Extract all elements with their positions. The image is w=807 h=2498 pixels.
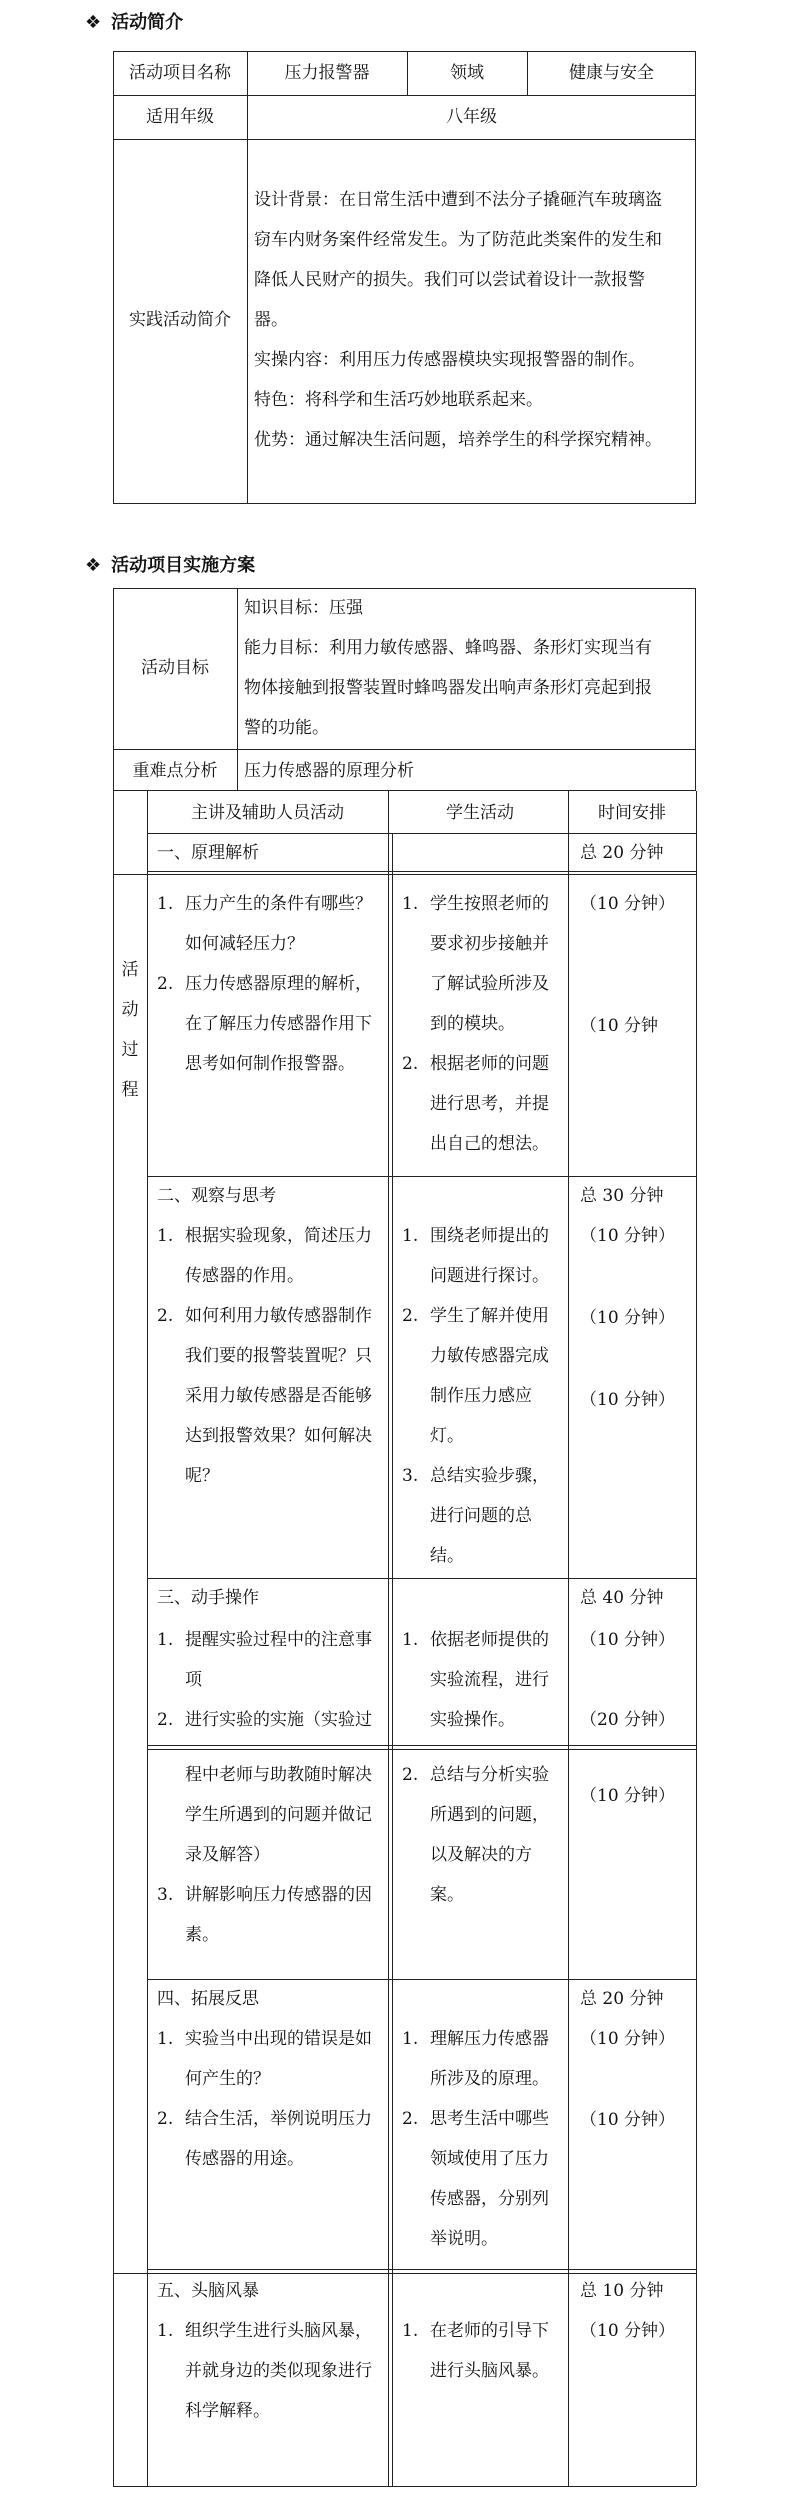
item-text: 总结实验步骤，进行问题的总结。 (430, 1466, 549, 1566)
item-number: 2. (402, 1054, 419, 1074)
time-slot: （10 分钟） (580, 894, 676, 914)
intro-label: 实践活动简介 (129, 310, 231, 330)
item-number: 2. (157, 974, 174, 994)
item-number: 2. (157, 2109, 174, 2129)
section-heading-plan (85, 551, 255, 577)
item-text: 依据老师提供的实验流程，进行实验操作。 (430, 1630, 549, 1730)
student-activities (402, 1755, 562, 1915)
list-item (157, 1216, 383, 1296)
student-activities (402, 884, 562, 1164)
item-number: 2. (157, 1710, 174, 1730)
domain-value: 健康与安全 (569, 63, 654, 83)
item-text: 实验当中出现的错误是如何产生的？ (185, 2029, 372, 2089)
goal-line: 知识目标：压强 (244, 598, 363, 618)
intro-line: 器。 (254, 310, 288, 330)
item-text: 在老师的引导下进行头脑风暴。 (430, 2321, 549, 2381)
phase-title: 四、拓展反思 (157, 1989, 259, 2009)
list-item (157, 2019, 383, 2099)
project-name-label: 活动项目名称 (129, 63, 231, 83)
section-title: 活动简介 (111, 12, 184, 33)
intro-text (254, 180, 694, 460)
list-item (157, 2311, 383, 2431)
list-item (157, 1620, 383, 1700)
item-text: 根据老师的问题进行思考，并提出自己的想法。 (430, 1054, 549, 1154)
col-header-teacher: 主讲及辅助人员活动 (191, 803, 344, 823)
item-text: 结合生活，举例说明压力传感器的用途。 (185, 2109, 372, 2169)
item-number: 2. (402, 1765, 419, 1785)
list-item (402, 1296, 562, 1456)
goal-text (244, 588, 694, 748)
list-item (402, 2099, 562, 2259)
intro-line: 特色：将科学和生活巧妙地联系起来。 (254, 390, 543, 410)
list-item (402, 1044, 562, 1164)
teacher-activities (157, 884, 383, 1084)
intro-line: 设计背景：在日常生活中遭到不法分子撬砸汽车玻璃盗 (254, 190, 662, 210)
list-item (157, 884, 383, 964)
time-slot: （10 分钟） (580, 1390, 676, 1410)
key-points-value: 压力传感器的原理分析 (244, 761, 414, 781)
teacher-activities (157, 2311, 383, 2431)
process-char: 动 (121, 1000, 139, 1020)
item-number: 1. (402, 894, 419, 914)
item-number: 1. (157, 2029, 174, 2049)
phase-title: 三、动手操作 (157, 1588, 259, 1608)
list-item (157, 1755, 383, 1875)
teacher-activities (157, 1216, 383, 1496)
process-label (120, 950, 140, 1110)
project-name-value: 压力报警器 (284, 63, 370, 83)
item-text: 根据实验现象，简述压力传感器的作用。 (185, 1226, 372, 1286)
item-text: 理解压力传感器所涉及的原理。 (430, 2029, 549, 2089)
item-number: 1. (402, 2321, 419, 2341)
domain-label: 领域 (450, 63, 484, 83)
student-activities (402, 2311, 562, 2391)
phase-total-time: 总 20 分钟 (580, 1989, 664, 2009)
item-number: 1. (402, 2029, 419, 2049)
item-number: 1. (402, 1630, 419, 1650)
item-text: 围绕老师提出的问题进行探讨。 (430, 1226, 549, 1286)
intro-line: 优势：通过解决生活问题，培养学生的科学探究精神。 (254, 430, 662, 450)
phase-title: 一、原理解析 (157, 843, 259, 863)
item-number: 1. (157, 1630, 174, 1650)
item-number: 2. (402, 2109, 419, 2129)
goal-line: 能力目标：利用力敏传感器、蜂鸣器、条形灯实现当有 (244, 638, 652, 658)
col-header-time: 时间安排 (598, 803, 666, 823)
intro-line: 实操内容：利用压力传感器模块实现报警器的制作。 (254, 350, 645, 370)
diamond-bullet-icon: ❖ (85, 555, 102, 576)
item-text: 提醒实验过程中的注意事项 (185, 1630, 372, 1690)
item-text: 讲解影响压力传感器的因素。 (185, 1885, 372, 1945)
list-item (402, 1755, 562, 1915)
item-number: 3. (157, 1885, 174, 1905)
item-text: 组织学生进行头脑风暴，并就身边的类似现象进行科学解释。 (185, 2321, 372, 2421)
time-slot: （10 分钟） (580, 1308, 676, 1328)
phase-total-time: 总 20 分钟 (580, 843, 664, 863)
item-number (157, 1755, 185, 1875)
item-text: 学生了解并使用力敏传感器完成制作压力感应灯。 (430, 1306, 549, 1446)
col-header-student: 学生活动 (446, 803, 514, 823)
teacher-activities (157, 2019, 383, 2179)
phase-title: 五、头脑风暴 (157, 2281, 259, 2301)
goal-label: 活动目标 (141, 658, 209, 678)
time-slot: （20 分钟） (580, 1710, 676, 1730)
phase-total-time: 总 40 分钟 (580, 1588, 664, 1608)
item-number: 1. (402, 1226, 419, 1246)
phase-total-time: 总 30 分钟 (580, 1186, 664, 1206)
list-item (157, 1875, 383, 1955)
grade-label: 适用年级 (146, 107, 214, 127)
process-char: 程 (121, 1080, 139, 1100)
list-item (157, 964, 383, 1084)
list-item (402, 1620, 562, 1740)
item-number: 1. (157, 2321, 174, 2341)
item-number: 2. (402, 1306, 419, 1326)
item-number: 3. (402, 1466, 419, 1486)
item-text: 总结与分析实验所遇到的问题，以及解决的方案。 (430, 1765, 549, 1905)
item-number: 1. (157, 1226, 174, 1246)
section-heading-intro (85, 8, 183, 34)
goal-line: 物体接触到报警装置时蜂鸣器发出响声条形灯亮起到报 (244, 678, 652, 698)
item-number: 2. (157, 1306, 174, 1326)
student-activities (402, 2019, 562, 2259)
student-activities (402, 1216, 562, 1576)
item-text: 压力传感器原理的解析，在了解压力传感器作用下思考如何制作报警器。 (185, 974, 372, 1074)
time-slot: （10 分钟） (580, 2110, 676, 2130)
process-char: 活 (121, 960, 139, 980)
phase-total-time: 总 10 分钟 (580, 2281, 664, 2301)
phase-title: 二、观察与思考 (157, 1186, 276, 1206)
section-title: 活动项目实施方案 (111, 555, 256, 576)
list-item (402, 1456, 562, 1576)
list-item (402, 2311, 562, 2391)
process-char: 过 (121, 1040, 139, 1060)
time-slot: （10 分钟） (580, 2029, 676, 2049)
time-slot: （10 分钟） (580, 1630, 676, 1650)
grade-value: 八年级 (446, 107, 497, 127)
list-item (402, 1216, 562, 1296)
intro-line: 降低人民财产的损失。我们可以尝试着设计一款报警 (254, 270, 645, 290)
diamond-bullet-icon: ❖ (85, 12, 102, 33)
list-item (402, 2019, 562, 2099)
intro-line: 窃车内财务案件经常发生。为了防范此类案件的发生和 (254, 230, 662, 250)
item-text: 思考生活中哪些领域使用了压力传感器，分别列举说明。 (430, 2109, 549, 2249)
time-slot: （10 分钟） (580, 1226, 676, 1246)
item-text: 进行实验的实施（实验过 (185, 1710, 372, 1730)
item-text: 学生按照老师的要求初步接触并了解试验所涉及到的模块。 (430, 894, 549, 1034)
list-item (157, 1700, 383, 1740)
item-text: 如何利用力敏传感器制作我们要的报警装置呢？只采用力敏传感器是否能够达到报警效果？如何解决呢？ (185, 1306, 372, 1486)
teacher-activities-continued (157, 1755, 383, 1955)
item-text: 压力产生的条件有哪些？如何减轻压力？ (185, 894, 372, 954)
item-number: 1. (157, 894, 174, 914)
teacher-activities (157, 1620, 383, 1740)
list-item (402, 884, 562, 1044)
time-slot: （10 分钟） (580, 1786, 676, 1806)
time-slot: （10 分钟） (580, 2321, 676, 2341)
key-points-label: 重难点分析 (132, 761, 218, 781)
list-item (157, 1296, 383, 1496)
time-slot: （10 分钟 (580, 1016, 659, 1036)
goal-line: 警的功能。 (244, 718, 329, 738)
item-text: 程中老师与助教随时解决学生所遇到的问题并做记录及解答） (185, 1765, 372, 1865)
list-item (157, 2099, 383, 2179)
student-activities (402, 1620, 562, 1740)
